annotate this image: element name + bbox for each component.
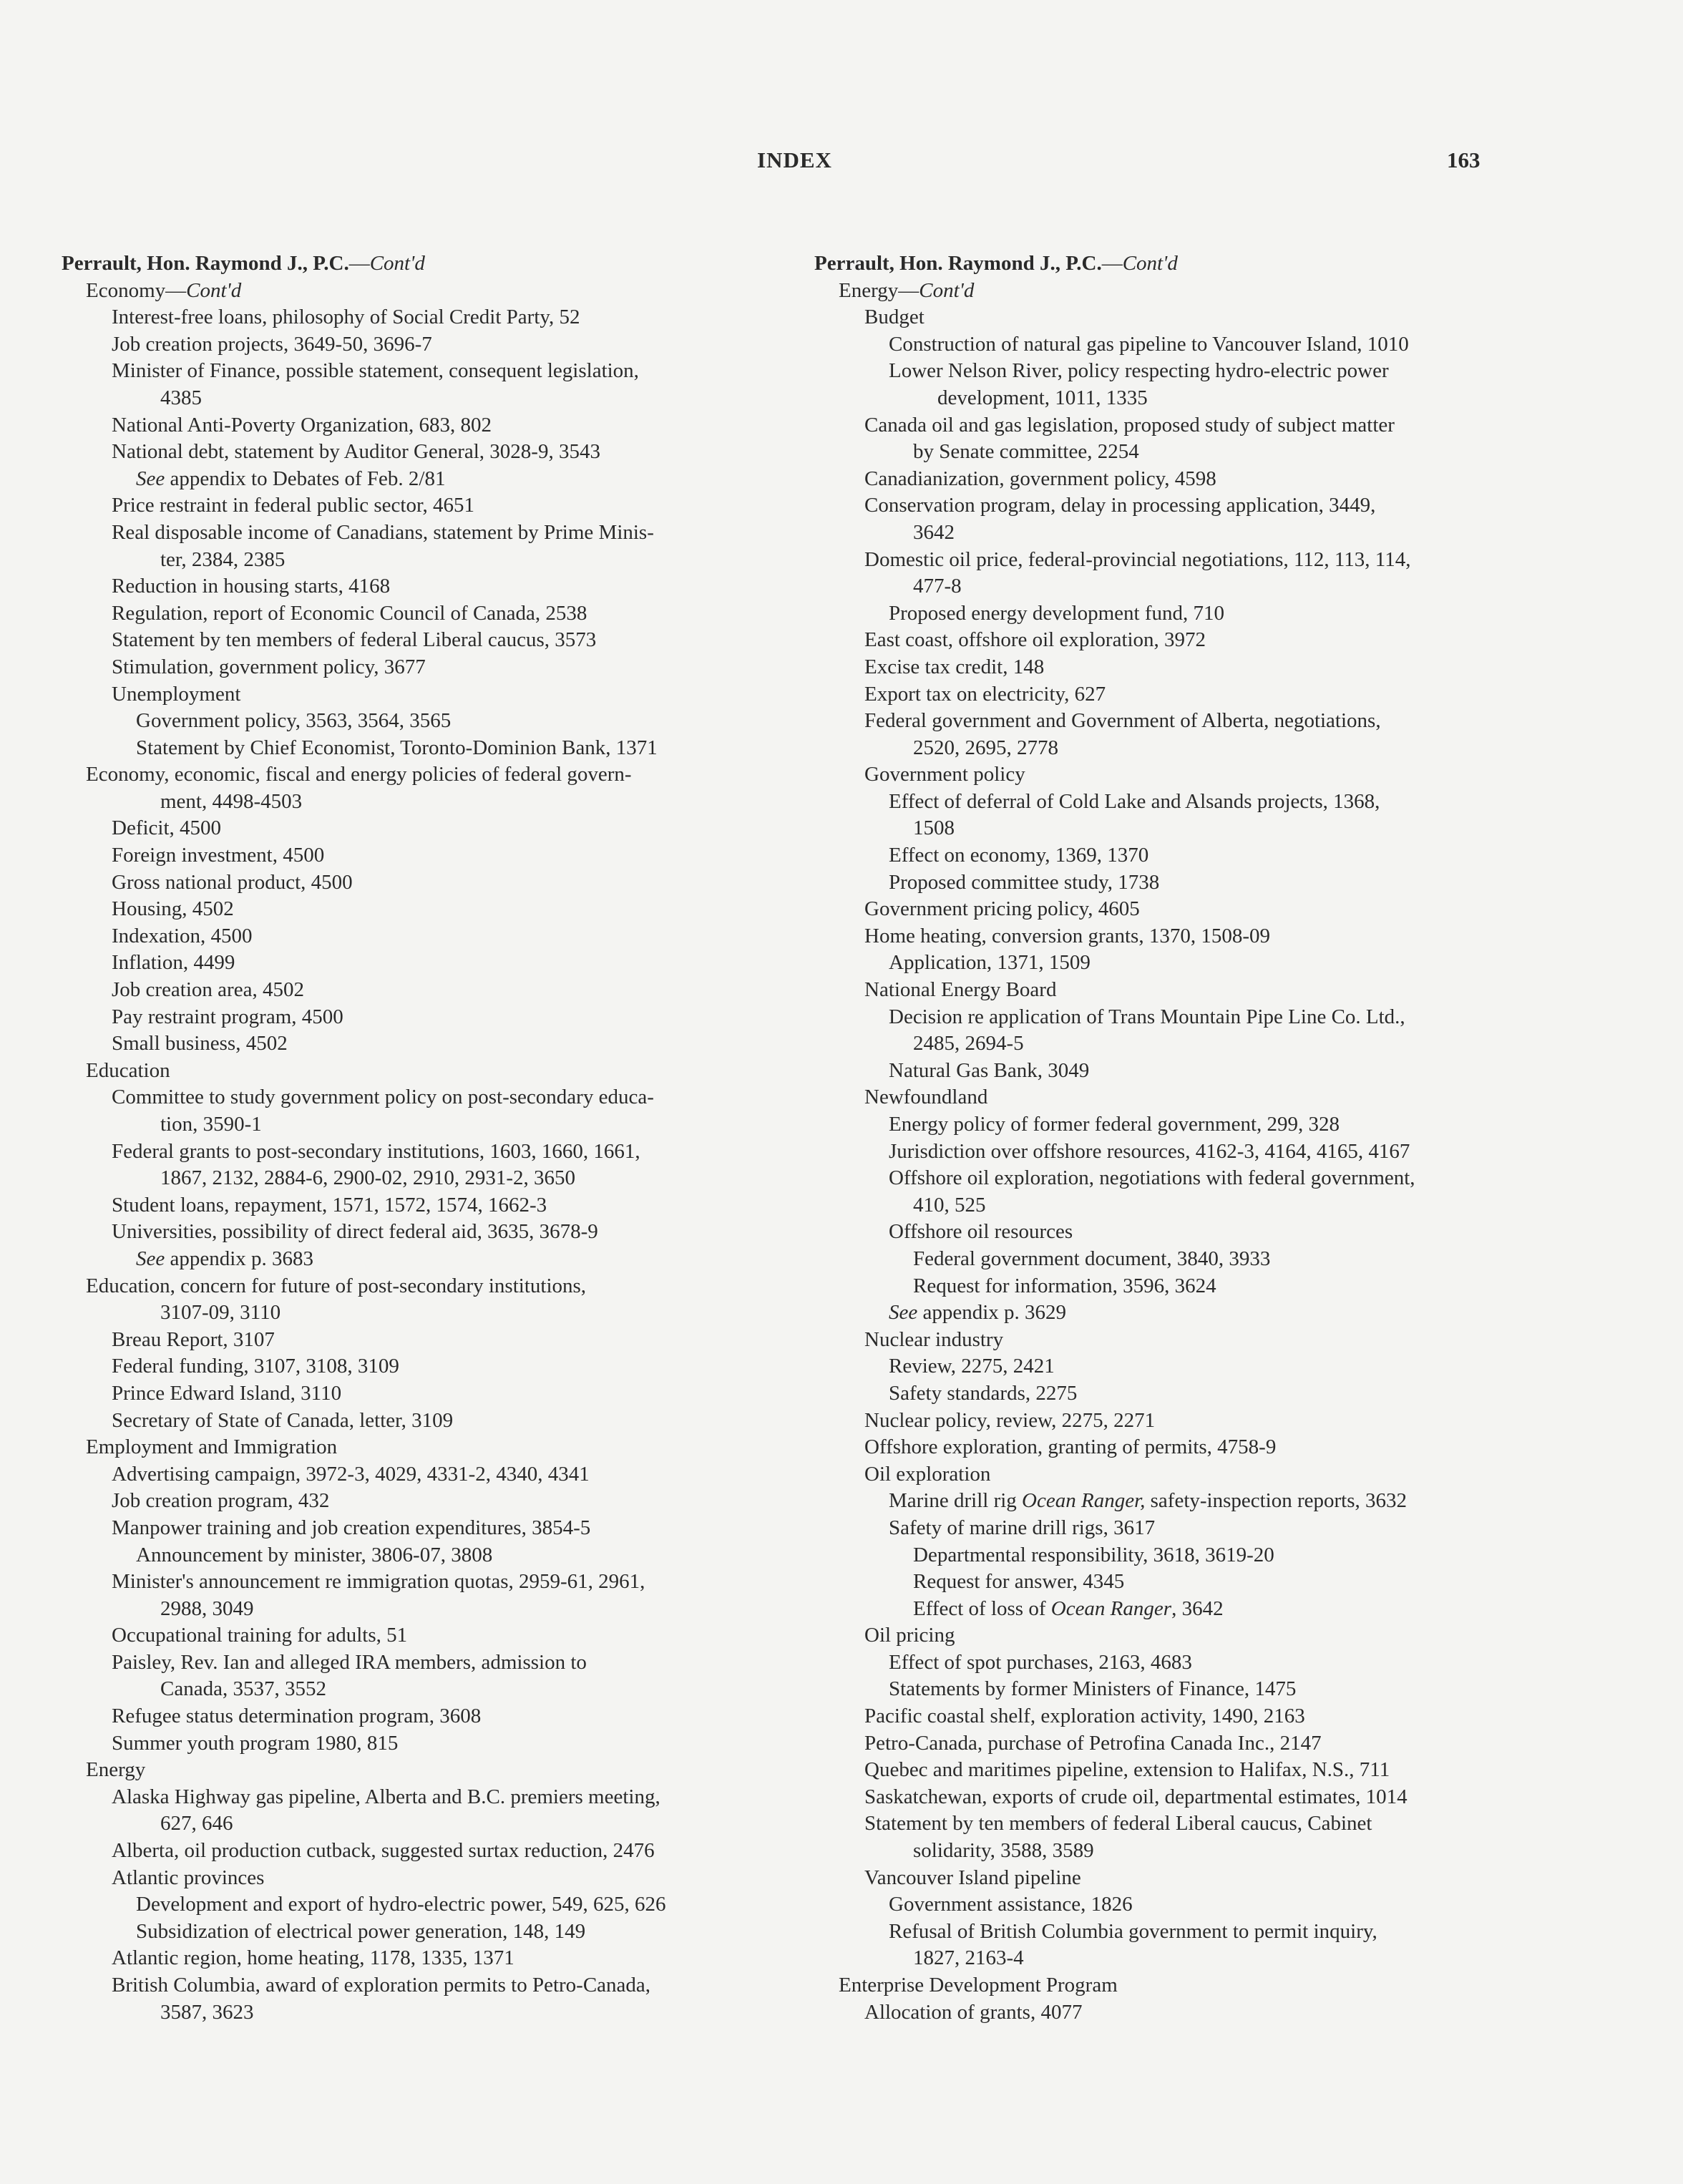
index-entry: [814, 278, 1537, 305]
index-entry: [62, 708, 799, 735]
index-entry: [814, 1919, 1537, 1946]
entry-text: Vancouver Island pipeline: [864, 1866, 1081, 1889]
entry-text: Regulation, report of Economic Council of Canada, 2538: [112, 601, 587, 625]
entry-text: Gross national product, 4500: [112, 870, 353, 894]
entry-text: Effect of spot purchases, 2163, 4683: [889, 1650, 1192, 1674]
index-entry: [814, 547, 1537, 574]
index-entry: [814, 385, 1537, 412]
entry-text: Export tax on electricity, 627: [864, 682, 1106, 706]
index-entry: [814, 1273, 1537, 1300]
entry-text: Foreign investment, 4500: [112, 844, 325, 867]
index-entry: [814, 573, 1537, 600]
index-entry: [814, 761, 1537, 789]
entry-text: Federal government document, 3840, 3933: [913, 1247, 1271, 1270]
entry-text: Ocean Ranger,: [1022, 1489, 1146, 1513]
entry-text: Application, 1371, 1509: [889, 951, 1091, 975]
index-entry: [814, 1891, 1537, 1919]
index-entry: [62, 654, 799, 681]
entry-text: Job creation program, 432: [112, 1489, 330, 1513]
index-entry: [62, 1327, 799, 1354]
index-entry: [62, 1273, 799, 1300]
entry-text: Construction of natural gas pipeline to Vancouver Island, 1010: [889, 332, 1409, 356]
index-entry: [814, 1434, 1537, 1461]
index-entry: [814, 1972, 1537, 1999]
entry-text: Oil exploration: [864, 1462, 991, 1486]
index-entry: [814, 1300, 1537, 1327]
index-entry: [814, 439, 1537, 466]
entry-text: Cont'd: [186, 278, 242, 302]
index-entry: [62, 1703, 799, 1730]
index-entry: [814, 1596, 1537, 1623]
entry-text: Effect on economy, 1369, 1370: [889, 844, 1149, 867]
entry-text: Quebec and maritimes pipeline, extension to Halifax, N.S., 711: [864, 1758, 1390, 1782]
index-entry: [814, 412, 1537, 439]
index-entry: [814, 869, 1537, 897]
index-entry: [62, 923, 799, 950]
entry-text: , 3642: [1171, 1596, 1224, 1620]
index-entry: [814, 1004, 1537, 1031]
entry-text: Safety of marine drill rigs, 3617: [889, 1516, 1156, 1539]
index-entry: [814, 358, 1537, 385]
entry-text: See: [136, 1247, 165, 1270]
entry-text: Statement by ten members of federal Liberal caucus, 3573: [112, 628, 597, 652]
index-entry: [814, 842, 1537, 869]
index-entry: [62, 1300, 799, 1327]
index-entry: [814, 789, 1537, 816]
index-column-left: [62, 250, 799, 2026]
index-entry: [62, 1945, 799, 1972]
index-entry: [814, 1084, 1537, 1111]
entry-text: National Energy Board: [864, 978, 1057, 1002]
entry-text: Proposed committee study, 1738: [889, 870, 1160, 894]
index-entry: [62, 1972, 799, 1999]
index-entry: [62, 1596, 799, 1623]
index-entry: [814, 708, 1537, 735]
index-entry: [814, 1757, 1537, 1784]
index-entry: [814, 1461, 1537, 1488]
entry-text: Offshore oil exploration, negotiations with federal government,: [889, 1166, 1415, 1190]
index-entry: [814, 654, 1537, 681]
index-entry: [62, 789, 799, 816]
entry-text: Education, concern for future of post-secondary institutions,: [86, 1274, 587, 1297]
entry-text: safety-inspection reports, 3632: [1145, 1489, 1408, 1513]
index-entry: [62, 1461, 799, 1488]
page-header: [0, 147, 1683, 183]
entry-text: Home heating, conversion grants, 1370, 1508-09: [864, 924, 1271, 947]
entry-text: National debt, statement by Auditor General, 3028-9, 3543: [112, 440, 600, 464]
index-entry: [814, 1380, 1537, 1408]
index-entry: [814, 1649, 1537, 1677]
entry-text: Budget: [864, 306, 925, 329]
index-entry: [814, 627, 1537, 654]
index-entry: [62, 1030, 799, 1058]
entry-text: ment, 4498-4503: [160, 789, 303, 813]
index-entry: [62, 1084, 799, 1111]
index-entry: [62, 1676, 799, 1703]
index-entry: [62, 1246, 799, 1273]
index-entry: [814, 466, 1537, 493]
index-column-right: [814, 250, 1537, 2026]
entry-text: 4385: [160, 386, 202, 409]
entry-text: Request for answer, 4345: [913, 1570, 1125, 1594]
entry-text: Announcement by minister, 3806-07, 3808: [136, 1543, 493, 1566]
entry-text: Inflation, 4499: [112, 951, 235, 975]
entry-text: —: [348, 252, 370, 275]
entry-text: Oil pricing: [864, 1624, 955, 1647]
index-entry: [62, 1139, 799, 1166]
entry-text: Lower Nelson River, policy respecting hydro-electric power: [889, 359, 1389, 383]
index-entry: [62, 492, 799, 520]
index-entry: [814, 1703, 1537, 1730]
index-entry: [814, 735, 1537, 762]
index-entry: [62, 1408, 799, 1435]
index-entry: [62, 1622, 799, 1649]
index-entry: [814, 1515, 1537, 1542]
entry-text: Refusal of British Columbia government to permit inquiry,: [889, 1919, 1377, 1943]
entry-text: 3107-09, 3110: [160, 1301, 281, 1325]
index-entry: [62, 466, 799, 493]
entry-text: National Anti-Poverty Organization, 683, 802: [112, 413, 492, 437]
index-entry: [814, 1569, 1537, 1596]
index-entry: [62, 869, 799, 897]
index-entry: [814, 1838, 1537, 1865]
entry-text: See: [889, 1301, 918, 1325]
entry-text: Marine drill rig: [889, 1489, 1023, 1513]
index-entry: [814, 1676, 1537, 1703]
index-entry: [62, 1649, 799, 1677]
entry-text: Offshore oil resources: [889, 1220, 1073, 1244]
entry-text: appendix to Debates of Feb. 2/81: [165, 467, 446, 490]
index-entry: [62, 681, 799, 708]
index-entry: [814, 1784, 1537, 1811]
entry-text: Real disposable income of Canadians, statement by Prime Minis-: [112, 520, 654, 544]
index-entry: [62, 1999, 799, 2027]
index-entry: [62, 1757, 799, 1784]
entry-text: Government assistance, 1826: [889, 1893, 1133, 1916]
index-entry: [62, 1004, 799, 1031]
index-entry: [62, 1891, 799, 1919]
entry-text: Prince Edward Island, 3110: [112, 1381, 342, 1405]
entry-text: Advertising campaign, 3972-3, 4029, 4331-2, 4340, 4341: [112, 1462, 590, 1486]
index-entry: [62, 1838, 799, 1865]
entry-text: Departmental responsibility, 3618, 3619-20: [913, 1543, 1274, 1566]
index-entry: [814, 1246, 1537, 1273]
entry-text: Proposed energy development fund, 710: [889, 601, 1225, 625]
entry-text: Effect of loss of: [913, 1596, 1051, 1620]
entry-text: Minister's announcement re immigration quotas, 2959-61, 2961,: [112, 1570, 645, 1594]
index-entry: [814, 1622, 1537, 1649]
index-entry: [62, 439, 799, 466]
entry-text: Energy policy of former federal government, 299, 328: [889, 1113, 1340, 1136]
entry-text: British Columbia, award of exploration permits to Petro-Canada,: [112, 1974, 651, 1997]
index-heading: [814, 250, 1537, 278]
index-entry: [814, 304, 1537, 331]
entry-text: Economy, economic, fiscal and energy policies of federal govern-: [86, 763, 632, 786]
entry-text: Perrault, Hon. Raymond J., P.C.: [62, 252, 349, 275]
entry-text: Energy—: [839, 278, 919, 302]
index-entry: [62, 977, 799, 1004]
entry-text: Federal government and Government of Alberta, negotiations,: [864, 709, 1381, 733]
index-entry: [62, 896, 799, 923]
index-entry: [814, 923, 1537, 950]
index-entry: [62, 1919, 799, 1946]
entry-text: Nuclear industry: [864, 1327, 1004, 1351]
index-entry: [814, 896, 1537, 923]
index-entry: [814, 1488, 1537, 1515]
entry-text: Summer youth program 1980, 815: [112, 1731, 399, 1755]
entry-text: Statements by former Ministers of Finance, 1475: [889, 1677, 1297, 1701]
index-entry: [62, 815, 799, 842]
entry-text: Energy: [86, 1758, 146, 1782]
entry-text: Government policy: [864, 763, 1025, 786]
index-entry: [62, 950, 799, 977]
index-heading: [62, 250, 799, 278]
entry-text: Occupational training for adults, 51: [112, 1624, 408, 1647]
entry-text: Stimulation, government policy, 3677: [112, 655, 426, 678]
index-entry: [814, 1165, 1537, 1192]
entry-text: 3642: [913, 520, 955, 544]
page-title: INDEX: [757, 147, 832, 172]
entry-text: Unemployment: [112, 682, 241, 706]
entry-text: Excise tax credit, 148: [864, 655, 1045, 678]
index-entry: [814, 950, 1537, 977]
entry-text: 1508: [913, 816, 955, 840]
index-entry: [62, 1058, 799, 1085]
entry-text: Atlantic region, home heating, 1178, 1335, 1371: [112, 1946, 514, 1970]
entry-text: Natural Gas Bank, 3049: [889, 1058, 1090, 1082]
index-entry: [814, 1139, 1537, 1166]
entry-text: appendix p. 3629: [917, 1301, 1067, 1325]
entry-text: Job creation area, 4502: [112, 978, 304, 1002]
entry-text: Cont'd: [369, 252, 425, 275]
entry-text: Canada oil and gas legislation, proposed study of subject matter: [864, 413, 1395, 437]
index-entry: [814, 1353, 1537, 1380]
entry-text: Deficit, 4500: [112, 816, 222, 840]
entry-text: Economy—: [86, 278, 187, 302]
entry-text: Safety standards, 2275: [889, 1381, 1078, 1405]
index-entry: [814, 492, 1537, 520]
entry-text: Review, 2275, 2421: [889, 1355, 1055, 1378]
entry-text: by Senate committee, 2254: [913, 440, 1139, 464]
index-entry: [62, 1542, 799, 1569]
entry-text: Small business, 4502: [112, 1032, 288, 1056]
index-entry: [814, 520, 1537, 547]
entry-text: Enterprise Development Program: [839, 1974, 1118, 1997]
index-entry: [62, 1730, 799, 1758]
entry-text: Newfoundland: [864, 1086, 988, 1109]
index-entry: [814, 331, 1537, 359]
page-number: 163: [1447, 147, 1480, 172]
entry-text: 477-8: [913, 575, 962, 598]
entry-text: Decision re application of Trans Mountain Pipe Line Co. Ltd.,: [889, 1005, 1405, 1028]
index-entry: [814, 1030, 1537, 1058]
index-entry: [62, 1434, 799, 1461]
entry-text: Effect of deferral of Cold Lake and Alsands projects, 1368,: [889, 789, 1380, 813]
entry-text: Allocation of grants, 4077: [864, 2000, 1083, 2024]
index-entry: [62, 1165, 799, 1192]
entry-text: tion, 3590-1: [160, 1113, 262, 1136]
entry-text: development, 1011, 1335: [937, 386, 1148, 409]
index-entry: [62, 1515, 799, 1542]
entry-text: Petro-Canada, purchase of Petrofina Canada Inc., 2147: [864, 1731, 1322, 1755]
index-entry: [814, 1542, 1537, 1569]
entry-text: Employment and Immigration: [86, 1435, 338, 1459]
entry-text: 1867, 2132, 2884-6, 2900-02, 2910, 2931-2, 3650: [160, 1166, 575, 1190]
entry-text: Minister of Finance, possible statement, consequent legislation,: [112, 359, 639, 383]
entry-text: 2485, 2694-5: [913, 1032, 1024, 1056]
entry-text: Jurisdiction over offshore resources, 4162-3, 4164, 4165, 4167: [889, 1139, 1410, 1163]
entry-text: Conservation program, delay in processing application, 3449,: [864, 494, 1376, 517]
entry-text: Secretary of State of Canada, letter, 3109: [112, 1408, 454, 1432]
index-entry: [62, 331, 799, 359]
entry-text: Alaska Highway gas pipeline, Alberta and B.C. premiers meeting,: [112, 1785, 660, 1808]
index-entry: [814, 1408, 1537, 1435]
index-entry: [62, 1784, 799, 1811]
entry-text: Refugee status determination program, 3608: [112, 1705, 482, 1728]
entry-text: Development and export of hydro-electric power, 549, 625, 626: [136, 1893, 666, 1916]
entry-text: Breau Report, 3107: [112, 1327, 275, 1351]
entry-text: Subsidization of electrical power generation, 148, 149: [136, 1919, 586, 1943]
index-entry: [62, 761, 799, 789]
index-entry: [814, 681, 1537, 708]
entry-text: Price restraint in federal public sector, 4651: [112, 494, 474, 517]
entry-text: Federal grants to post-secondary institutions, 1603, 1660, 1661,: [112, 1139, 640, 1163]
index-entry: [62, 1353, 799, 1380]
entry-text: —: [1101, 252, 1123, 275]
index-entry: [814, 1810, 1537, 1838]
index-entry: [814, 1999, 1537, 2027]
entry-text: solidarity, 3588, 3589: [913, 1839, 1094, 1863]
index-entry: [62, 1192, 799, 1219]
entry-text: Manpower training and job creation expenditures, 3854-5: [112, 1516, 591, 1539]
index-entry: [62, 600, 799, 628]
index-entry: [62, 547, 799, 574]
index-entry: [62, 1219, 799, 1246]
entry-text: Pay restraint program, 4500: [112, 1005, 343, 1028]
index-entry: [62, 1380, 799, 1408]
index-entry: [814, 815, 1537, 842]
index-entry: [62, 385, 799, 412]
entry-text: Interest-free loans, philosophy of Social Credit Party, 52: [112, 306, 580, 329]
index-entry: [62, 412, 799, 439]
entry-text: Nuclear policy, review, 2275, 2271: [864, 1408, 1156, 1432]
entry-text: See: [136, 467, 165, 490]
entry-text: Pacific coastal shelf, exploration activity, 1490, 2163: [864, 1705, 1305, 1728]
index-entry: [62, 1810, 799, 1838]
entry-text: Canada, 3537, 3552: [160, 1677, 326, 1701]
entry-text: Paisley, Rev. Ian and alleged IRA members, admission to: [112, 1650, 587, 1674]
entry-text: Request for information, 3596, 3624: [913, 1274, 1216, 1297]
index-entry: [62, 842, 799, 869]
entry-text: Saskatchewan, exports of crude oil, departmental estimates, 1014: [864, 1785, 1408, 1808]
index-entry: [814, 1730, 1537, 1758]
entry-text: Indexation, 4500: [112, 924, 253, 947]
index-entry: [814, 1865, 1537, 1892]
index-entry: [62, 1488, 799, 1515]
entry-text: Atlantic provinces: [112, 1866, 265, 1889]
entry-text: Perrault, Hon. Raymond J., P.C.: [814, 252, 1102, 275]
entry-text: Domestic oil price, federal-provincial negotiations, 112, 113, 114,: [864, 547, 1411, 571]
index-entry: [62, 1569, 799, 1596]
entry-text: ter, 2384, 2385: [160, 547, 286, 571]
entry-text: Education: [86, 1058, 170, 1082]
index-entry: [62, 304, 799, 331]
index-entry: [814, 600, 1537, 628]
entry-text: 1827, 2163-4: [913, 1946, 1024, 1970]
entry-text: Committee to study government policy on post-secondary educa-: [112, 1086, 654, 1109]
index-entry: [814, 1111, 1537, 1139]
index-entry: [62, 573, 799, 600]
entry-text: Canadianization, government policy, 4598: [864, 467, 1216, 490]
index-entry: [62, 358, 799, 385]
entry-text: Cont'd: [1122, 252, 1178, 275]
entry-text: 410, 525: [913, 1193, 986, 1217]
entry-text: Universities, possibility of direct federal aid, 3635, 3678-9: [112, 1220, 598, 1244]
entry-text: Cont'd: [919, 278, 975, 302]
entry-text: Statement by Chief Economist, Toronto-Dominion Bank, 1371: [136, 736, 658, 759]
entry-text: Ocean Ranger: [1050, 1596, 1172, 1620]
entry-text: 2520, 2695, 2778: [913, 736, 1058, 759]
index-entry: [814, 1945, 1537, 1972]
index-entry: [814, 1192, 1537, 1219]
index-entry: [62, 627, 799, 654]
index-entry: [814, 1327, 1537, 1354]
index-entry: [62, 1111, 799, 1139]
entry-text: Job creation projects, 3649-50, 3696-7: [112, 332, 432, 356]
index-entry: [814, 977, 1537, 1004]
entry-text: Alberta, oil production cutback, suggested surtax reduction, 2476: [112, 1839, 655, 1863]
index-entry: [62, 735, 799, 762]
index-entry: [814, 1058, 1537, 1085]
entry-text: 3587, 3623: [160, 2000, 254, 2024]
entry-text: East coast, offshore oil exploration, 3972: [864, 628, 1206, 652]
entry-text: Reduction in housing starts, 4168: [112, 575, 391, 598]
index-entry: [62, 278, 799, 305]
entry-text: Federal funding, 3107, 3108, 3109: [112, 1355, 399, 1378]
entry-text: 627, 646: [160, 1812, 233, 1836]
index-entry: [814, 1219, 1537, 1246]
entry-text: Housing, 4502: [112, 897, 234, 921]
entry-text: Student loans, repayment, 1571, 1572, 1574, 1662-3: [112, 1193, 547, 1217]
entry-text: Government pricing policy, 4605: [864, 897, 1140, 921]
entry-text: Offshore exploration, granting of permits, 4758-9: [864, 1435, 1277, 1459]
entry-text: 2988, 3049: [160, 1596, 254, 1620]
index-entry: [62, 1865, 799, 1892]
entry-text: appendix p. 3683: [165, 1247, 314, 1270]
entry-text: Statement by ten members of federal Liberal caucus, Cabinet: [864, 1812, 1372, 1836]
index-entry: [62, 520, 799, 547]
entry-text: Government policy, 3563, 3564, 3565: [136, 709, 452, 733]
